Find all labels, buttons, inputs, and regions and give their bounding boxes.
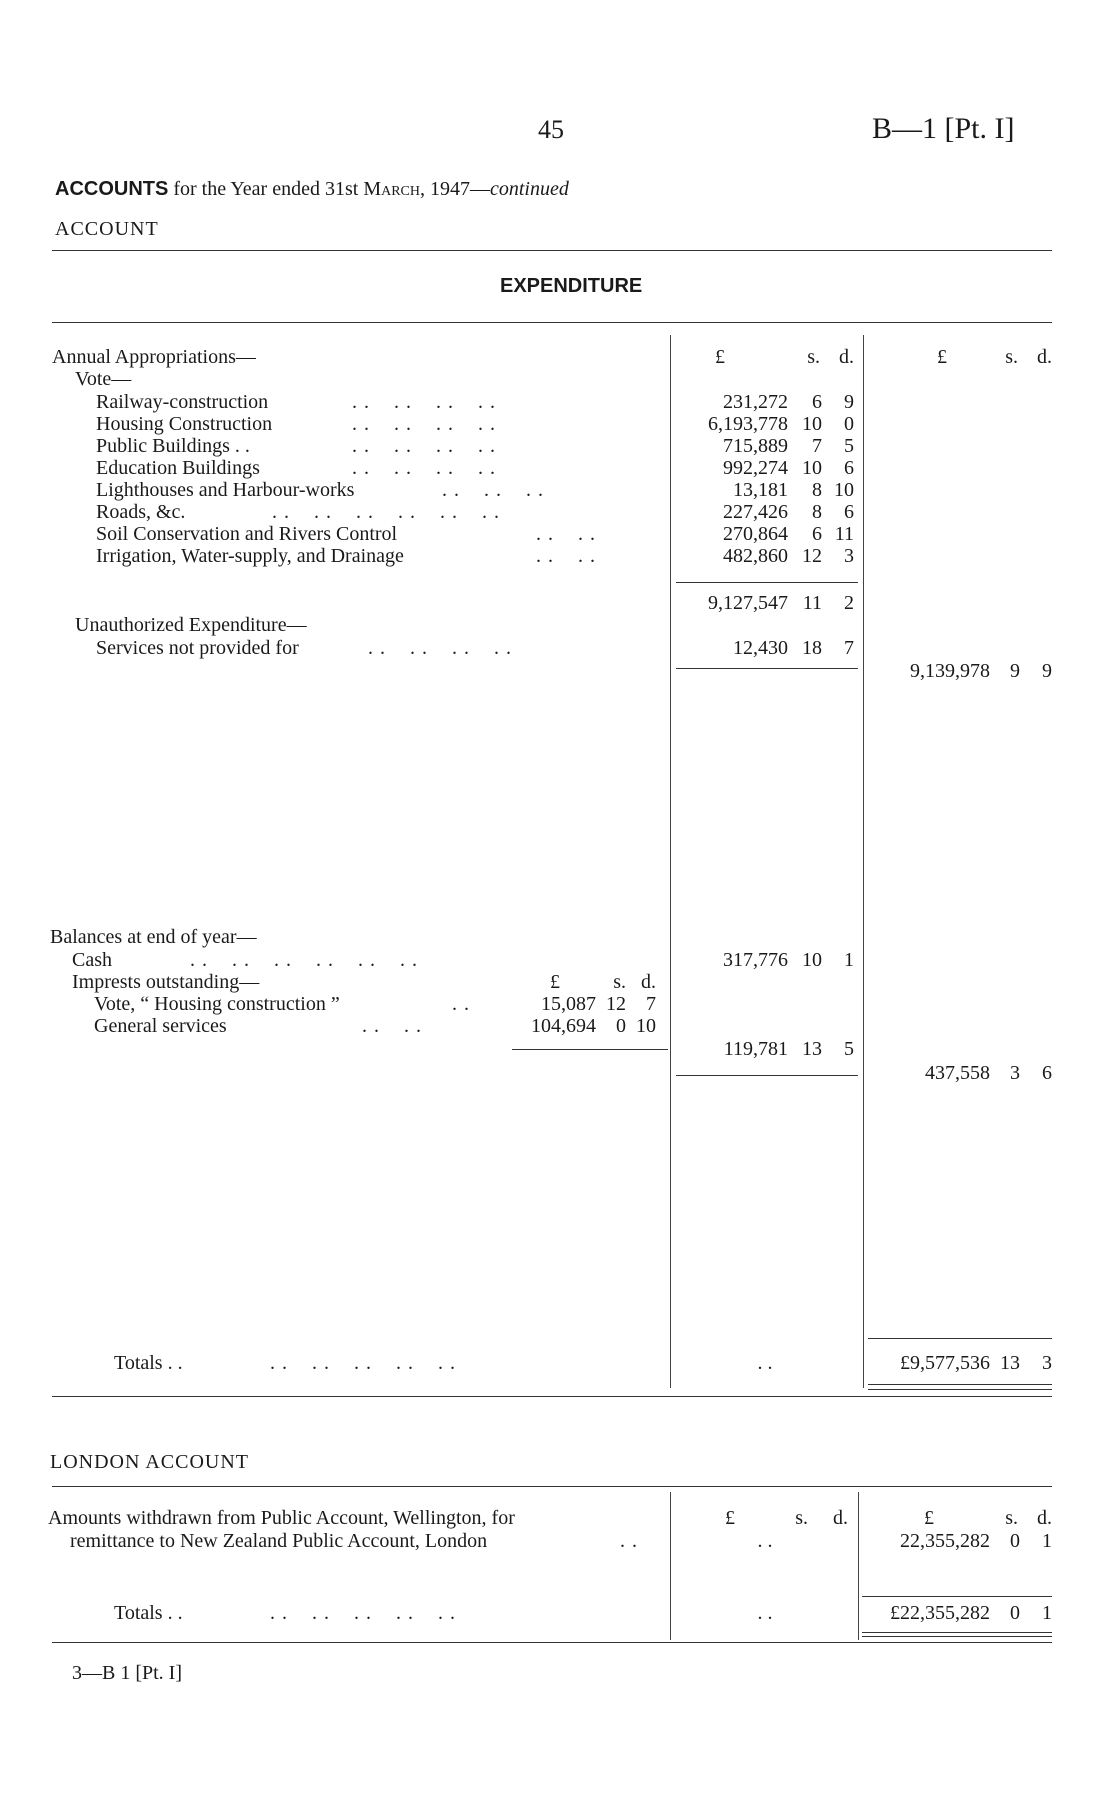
appropriation-label: Housing Construction: [96, 413, 273, 435]
totals-label: Totals . .: [114, 1352, 183, 1374]
london-amount-pence: 1: [1042, 1530, 1052, 1552]
imprests-total: 119,781: [723, 1038, 788, 1060]
column-rule-outer: [863, 335, 864, 1388]
subtotal-rule: [676, 582, 858, 583]
appropriation-label: Irrigation, Water-supply, and Drainage: [96, 545, 404, 567]
london-col-head-pence-2: d.: [1037, 1507, 1052, 1529]
london-totals-label: Totals . .: [114, 1602, 183, 1624]
leader-dots: . . . . . . . . . .: [258, 1602, 456, 1624]
london-col-head-shilling-2: s.: [1005, 1507, 1018, 1529]
leader-dots: . . . . . . . .: [356, 637, 512, 659]
inner-col-head-pence: d.: [641, 971, 656, 993]
page-number: 45: [538, 115, 564, 144]
appropriations-subtotal-shillings: 11: [802, 592, 822, 614]
appropriation-shillings: 7: [812, 435, 822, 457]
imprest-pence: 7: [646, 993, 656, 1015]
col-head-shilling: s.: [807, 346, 820, 368]
london-middle-dots: . .: [757, 1530, 773, 1552]
appropriations-heading: Annual Appropriations—: [52, 346, 256, 368]
london-total-shillings: 0: [1010, 1602, 1020, 1624]
title-continued: continued: [490, 178, 569, 200]
col-head-shilling-2: s.: [1005, 346, 1018, 368]
appropriation-label: Railway-construction: [96, 391, 269, 413]
appropriations-subtotal-pence: 2: [844, 592, 854, 614]
london-col-head-pence: d.: [833, 1507, 848, 1529]
leader-dots: . . . . . . . .: [340, 435, 496, 457]
london-rule-top: [52, 1486, 1052, 1487]
leader-dots: . . . .: [524, 545, 596, 567]
col-head-pence: d.: [839, 346, 854, 368]
london-col-head-pound: £: [725, 1507, 735, 1529]
london-col-head-pound-2: £: [924, 1507, 934, 1529]
grand-total-pence: 3: [1042, 1352, 1052, 1374]
appropriation-pence: 10: [834, 479, 854, 501]
cash-label: Cash: [72, 949, 112, 971]
london-column-rule-inner: [670, 1492, 671, 1640]
leader-dots: . .: [614, 1530, 638, 1552]
col-head-pound: £: [715, 346, 725, 368]
leader-dots: . . . . . . . . . . . .: [260, 501, 500, 523]
imprest-shillings: 12: [606, 993, 626, 1015]
balances-heading: Balances at end of year—: [50, 926, 257, 948]
imprest-amount: 104,694: [531, 1015, 596, 1037]
cash-shillings: 10: [802, 949, 822, 971]
unauthorized-rule: [676, 668, 858, 669]
cash-pence: 1: [844, 949, 854, 971]
london-end-rule: [52, 1642, 1052, 1643]
appropriation-amount: 6,193,778: [708, 413, 788, 435]
appropriation-shillings: 8: [812, 479, 822, 501]
london-col-head-shilling: s.: [795, 1507, 808, 1529]
appropriation-pence: 5: [844, 435, 854, 457]
imprest-label: Vote, “ Housing construction ”: [94, 993, 340, 1015]
appropriation-label: Public Buildings . .: [96, 435, 250, 457]
imprest-amount: 15,087: [541, 993, 596, 1015]
grand-total-rule-2: [868, 1389, 1052, 1390]
title-bold: ACCOUNTS: [55, 178, 169, 200]
leader-dots: . . . . . . . . . . . .: [178, 949, 418, 971]
imprest-label: General services: [94, 1015, 227, 1037]
imprests-rule: [512, 1049, 668, 1050]
imprests-total-pence: 5: [844, 1038, 854, 1060]
appropriation-label: Roads, &c.: [96, 501, 186, 523]
grand-total: £9,577,536: [900, 1352, 990, 1374]
london-heading: LONDON ACCOUNT: [50, 1451, 249, 1473]
leader-dots: . . . . . . . . . .: [258, 1352, 456, 1374]
leader-dots: . . . . . . . .: [340, 413, 496, 435]
page-title: [55, 178, 569, 201]
balances-total-pence: 6: [1042, 1062, 1052, 1084]
leader-dots: . . . . . .: [430, 479, 544, 501]
unauthorized-pence: 7: [844, 637, 854, 659]
appropriation-pence: 0: [844, 413, 854, 435]
imprest-shillings: 0: [616, 1015, 626, 1037]
totals-middle-dots: . .: [757, 1352, 773, 1374]
appropriation-label: Soil Conservation and Rivers Control: [96, 523, 398, 545]
expenditure-total: 9,139,978: [910, 660, 990, 682]
london-total-rule-top: [862, 1596, 1052, 1597]
appropriation-amount: 482,860: [723, 545, 788, 567]
title-month: March: [363, 178, 420, 200]
expenditure-total-shillings: 9: [1010, 660, 1020, 682]
appropriation-shillings: 8: [812, 501, 822, 523]
appropriation-shillings: 12: [802, 545, 822, 567]
london-total: £22,355,282: [890, 1602, 990, 1624]
unauthorized-heading: Unauthorized Expenditure—: [75, 614, 307, 636]
unauthorized-label: Services not provided for: [96, 637, 299, 659]
imprests-total-shillings: 13: [802, 1038, 822, 1060]
appropriation-amount: 992,274: [723, 457, 788, 479]
appropriation-pence: 9: [844, 391, 854, 413]
london-total-pence: 1: [1042, 1602, 1052, 1624]
footer-code: 3—B 1 [Pt. I]: [72, 1662, 182, 1684]
appropriations-subtotal: 9,127,547: [708, 592, 788, 614]
appropriation-shillings: 10: [802, 413, 822, 435]
rule-under-heading: [52, 322, 1052, 323]
balances-total: 437,558: [925, 1062, 990, 1084]
london-amount: 22,355,282: [900, 1530, 990, 1552]
appropriation-amount: 270,864: [723, 523, 788, 545]
leader-dots: . . . . . . . .: [340, 457, 496, 479]
grand-total-rule-top: [868, 1338, 1052, 1339]
balances-rule: [676, 1075, 858, 1076]
appropriation-pence: 6: [844, 457, 854, 479]
appropriation-amount: 231,272: [723, 391, 788, 413]
appropriation-pence: 11: [834, 523, 854, 545]
col-head-pound-2: £: [937, 346, 947, 368]
london-amount-shillings: 0: [1010, 1530, 1020, 1552]
inner-col-head-shilling: s.: [613, 971, 626, 993]
unauthorized-shillings: 18: [802, 637, 822, 659]
appropriation-shillings: 6: [812, 391, 822, 413]
leader-dots: . . . .: [524, 523, 596, 545]
appropriation-label: Lighthouses and Harbour-works: [96, 479, 355, 501]
appropriation-amount: 13,181: [733, 479, 788, 501]
appropriation-shillings: 10: [802, 457, 822, 479]
vote-heading: Vote—: [75, 368, 132, 390]
grand-total-rule-1: [868, 1384, 1052, 1385]
balances-total-shillings: 3: [1010, 1062, 1020, 1084]
grand-total-shillings: 13: [1000, 1352, 1020, 1374]
cash-amount: 317,776: [723, 949, 788, 971]
section-heading: EXPENDITURE: [500, 275, 643, 297]
imprests-heading: Imprests outstanding—: [72, 971, 260, 993]
appropriation-amount: 715,889: [723, 435, 788, 457]
london-totals-middle-dots: . .: [757, 1602, 773, 1624]
london-description-line1: Amounts withdrawn from Public Account, Wellington, for: [48, 1507, 515, 1529]
appropriation-amount: 227,426: [723, 501, 788, 523]
london-total-rule-2: [862, 1636, 1052, 1637]
document-code: B—1 [Pt. I]: [872, 112, 1015, 145]
appropriation-shillings: 6: [812, 523, 822, 545]
imprest-pence: 10: [636, 1015, 656, 1037]
title-rest: for the Year ended 31st: [168, 178, 364, 200]
leader-dots: . . . .: [350, 1015, 422, 1037]
london-column-rule-outer: [858, 1492, 859, 1640]
london-description-line2: remittance to New Zealand Public Account, London: [70, 1530, 488, 1552]
appropriation-pence: 3: [844, 545, 854, 567]
account-label: ACCOUNT: [55, 218, 159, 240]
rule-top: [52, 250, 1052, 251]
unauthorized-amount: 12,430: [733, 637, 788, 659]
appropriation-pence: 6: [844, 501, 854, 523]
inner-col-head-pound: £: [550, 971, 560, 993]
section-end-rule: [52, 1396, 1052, 1397]
leader-dots: . . . . . . . .: [340, 391, 496, 413]
col-head-pence-2: d.: [1037, 346, 1052, 368]
appropriation-label: Education Buildings: [96, 457, 260, 479]
leader-dots: . .: [446, 993, 470, 1015]
london-total-rule-1: [862, 1632, 1052, 1633]
title-year: , 1947—: [420, 178, 490, 200]
expenditure-total-pence: 9: [1042, 660, 1052, 682]
